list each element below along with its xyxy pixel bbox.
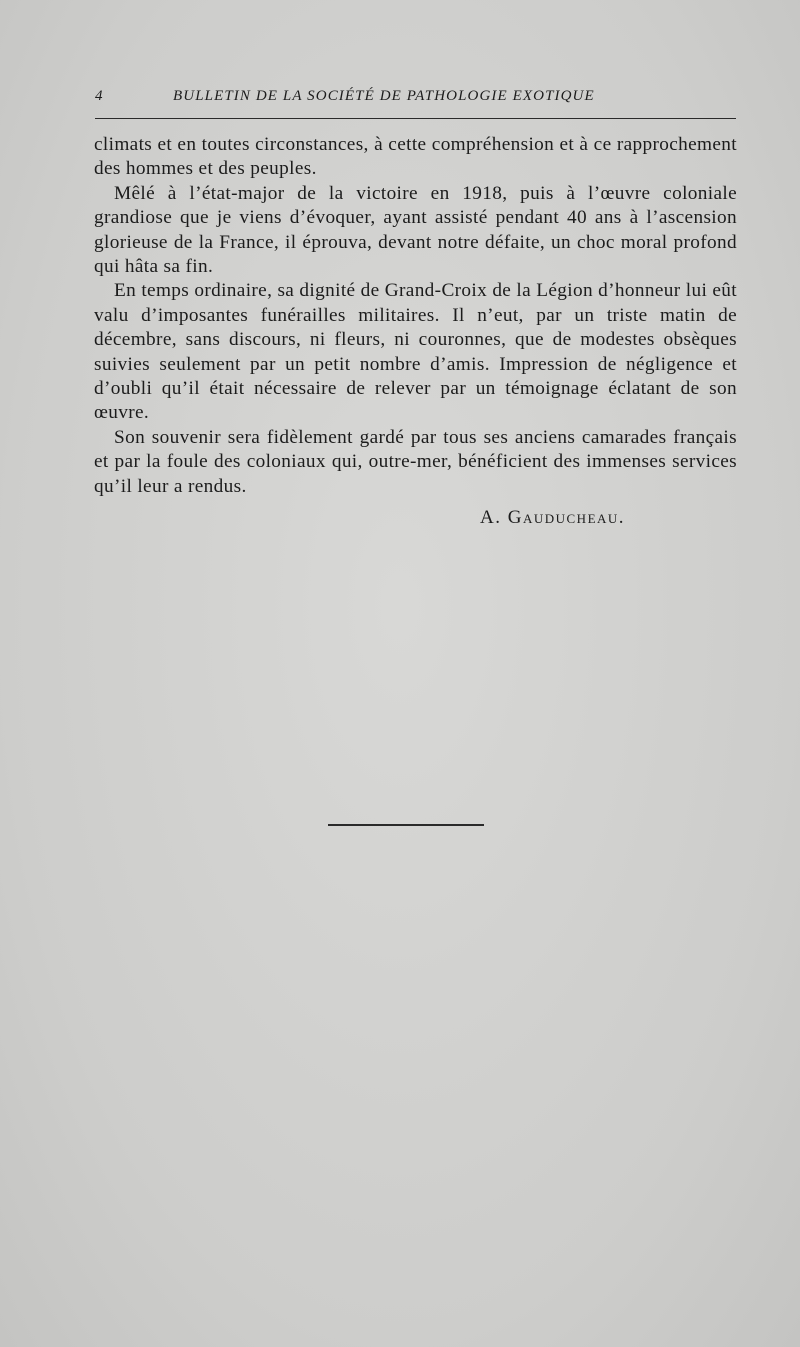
paragraph-continuation: climats et en toutes circonstances, à cette compréhension et à ce rapprochement des hommes et des peuples. bbox=[94, 134, 737, 180]
end-rule bbox=[328, 824, 484, 826]
paragraph-remembrance: Son souvenir sera fidèlement gardé par tous ses anciens camarades français et par la foule des coloniaux qui, outre-mer, bénéficient des immenses services qu’il leur a rendus. bbox=[94, 426, 737, 497]
author-initial: A. bbox=[480, 507, 502, 528]
body-text bbox=[94, 133, 737, 499]
page-number: 4 bbox=[95, 88, 104, 104]
header-rule bbox=[95, 118, 736, 119]
paragraph-funeral: En temps ordinaire, sa dignité de Grand-Croix de la Légion d’honneur lui eût valu d’imposantes funérailles militaires. Il n’eut, par un triste matin de décembre, sans discours, ni fleurs, ni couronnes, que de modestes obsèques suivies seulement par un petit nombre d’amis. Impression de négligence et d’oubli qu’il était nécessaire de relever par un témoignage éclatant de son œuvre. bbox=[94, 280, 737, 424]
author-signature bbox=[480, 507, 625, 529]
journal-title: BULLETIN DE LA SOCIÉTÉ DE PATHOLOGIE EXOTIQUE bbox=[173, 88, 595, 104]
running-head bbox=[95, 88, 735, 112]
paragraph-defeat: Mêlé à l’état-major de la victoire en 1918, puis à l’œuvre coloniale grandiose que je viens d’évoquer, ayant assisté pendant 40 ans à l’ascension glorieuse de la France, il éprouva, devant notre défaite, un choc moral profond qui hâta sa fin. bbox=[94, 182, 737, 278]
author-surname: Gauducheau. bbox=[507, 507, 626, 528]
